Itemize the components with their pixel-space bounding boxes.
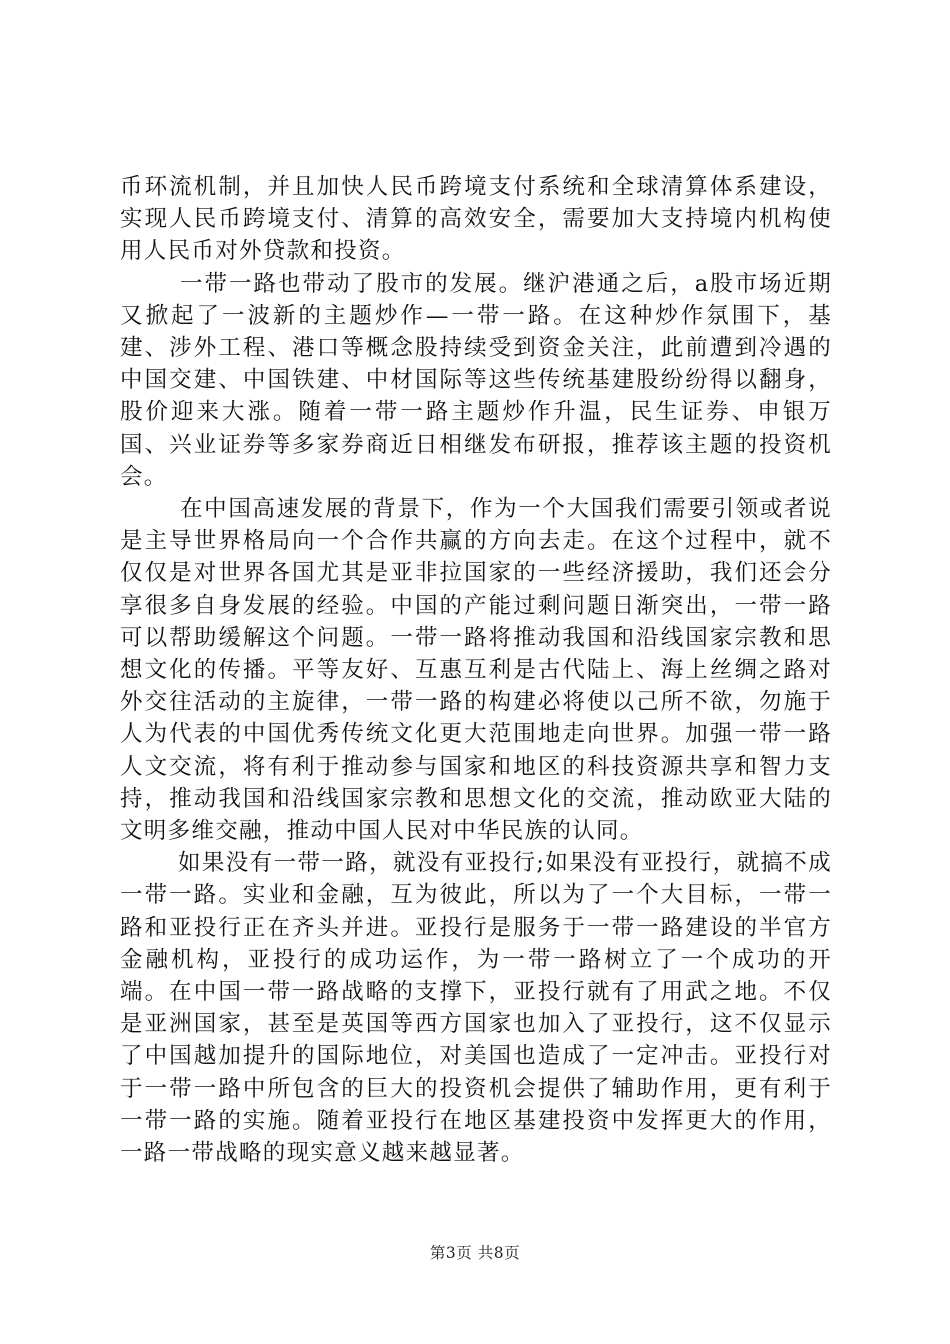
- page-footer: 第3页 共8页: [429, 1244, 521, 1262]
- paragraph-3: 在中国高速发展的背景下，作为一个大国我们需要引领或者说是主导世界格局向一个合作共赢的方向去走。在这个过程中，就不仅仅是对世界各国尤其是亚非拉国家的一些经济援助，我们还会分享很多自身发展的经验。中国的产能过剩问题日渐突出，一带一路可以帮助缓解这个问题。一带一路将推动我国和沿线国家宗教和思想文化的传播。平等友好、互惠互利是古代陆上、海上丝绸之路对外交往活动的主旋律，一带一路的构建必将使以己所不欲，勿施于人为代表的中国优秀传统文化更大范围地走向世界。加强一带一路人文交流，将有利于推动参与国家和地区的科技资源共享和智力支持，推动我国和沿线国家宗教和思想文化的交流，推动欧亚大陆的文明多维交融，推动中国人民对中华民族的认同。: [120, 496, 832, 845]
- document-body: [120, 171, 832, 1169]
- paragraph-2: 一带一路也带动了股市的发展。继沪港通之后，a股市场近期又掀起了一波新的主题炒作—一带一路。在这种炒作氛围下，基建、涉外工程、港口等概念股持续受到资金关注，此前遭到冷遇的中国交建、中国铁建、中材国际等这些传统基建股纷纷得以翻身，股价迎来大涨。随着一带一路主题炒作升温，民生证券、申银万国、兴业证券等多家券商近日相继发布研报，推荐该主题的投资机会。: [120, 270, 832, 490]
- paragraph-4: 如果没有一带一路，就没有亚投行;如果没有亚投行，就搞不成一带一路。实业和金融，互为彼此，所以为了一个大目标，一带一路和亚投行正在齐头并进。亚投行是服务于一带一路建设的半官方金融机构，亚投行的成功运作，为一带一路树立了一个成功的开端。在中国一带一路战略的支撑下，亚投行就有了用武之地。不仅是亚洲国家，甚至是英国等西方国家也加入了亚投行，这不仅显示了中国越加提升的国际地位，对美国也造成了一定冲击。亚投行对于一带一路中所包含的巨大的投资机会提供了辅助作用，更有利于一带一路的实施。随着亚投行在地区基建投资中发挥更大的作用，一路一带战略的现实意义越来越显著。: [120, 850, 832, 1167]
- paragraph-1: 币环流机制，并且加快人民币跨境支付系统和全球清算体系建设，实现人民币跨境支付、清算的高效安全，需要加大支持境内机构使用人民币对外贷款和投资。: [120, 174, 832, 265]
